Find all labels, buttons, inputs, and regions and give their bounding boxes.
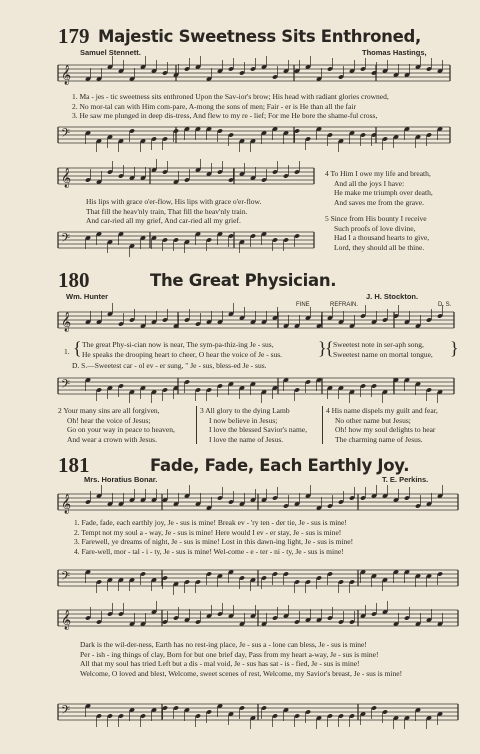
- svg-text:𝄞: 𝄞: [61, 610, 72, 630]
- hymn-author: Samuel Stennett.: [80, 48, 141, 57]
- verse-line: 2 Your many sins are all forgiven,: [58, 406, 160, 415]
- hymn-number: 180: [58, 268, 90, 292]
- verse-line: And all the joys I have:: [334, 178, 405, 188]
- lyric-line: The great Phy-si-cian now is near, The sym-pa-thiz-ing Je - sus,: [82, 340, 274, 349]
- extra-verse: [325, 169, 433, 207]
- verse-line: I love the name of Jesus.: [209, 434, 284, 444]
- svg-text:𝄢: 𝄢: [61, 232, 71, 248]
- verse-line: I now believe in Jesus;: [209, 415, 278, 425]
- lyrics-stanza: [333, 340, 433, 359]
- lyric-line: Dark is the wil-der-ness, Earth has no rest-ing place, Je - sus a - lone can bless, Je - sus is mine!: [80, 640, 367, 649]
- verse-line: Such proofs of love divine,: [334, 223, 416, 233]
- verse-line: No other name but Jesus;: [335, 415, 411, 425]
- verse-line: The charming name of Jesus.: [335, 434, 423, 444]
- lyric-line: 1. Ma - jes - tic sweetness sits enthroned Upon the Sav-ior's brow; His head with radiant glories crowned,: [72, 92, 389, 101]
- extra-verse: [325, 214, 429, 252]
- lyric-line: 2. No mor-tal can with Him com-pare, A-mong the sons of men; Fair - er is He than all the fair: [72, 101, 356, 111]
- svg-text:𝄞: 𝄞: [61, 168, 72, 188]
- lyrics-stanza: [72, 92, 389, 121]
- ds-mark: D. S.: [438, 302, 452, 308]
- lyric-line: Sweetest note in ser-aph song,: [333, 340, 424, 349]
- lyrics-stanza: [74, 518, 353, 556]
- verse-line: He make me triumph over death,: [334, 188, 433, 198]
- verse-line: 4 To Him I owe my life and breath,: [325, 169, 431, 178]
- lyric-line: That fill the heav'nly train, That fill the heav'nly train.: [86, 206, 248, 216]
- lyric-line: 3. Farewell, ye dreams of night, Je - sus is mine! Lost in this dawn-ing light, Je - sus is mine!: [74, 537, 354, 547]
- verse-line: 4 His name dispels my guilt and fear,: [326, 406, 438, 415]
- lyrics-stanza: [86, 197, 261, 226]
- brace: }: [450, 338, 459, 358]
- svg-text:𝄢: 𝄢: [61, 570, 71, 586]
- hymn-number: 181: [58, 453, 90, 477]
- verse-line: I love the blessed Savior's name,: [209, 425, 307, 435]
- hymn-title: Majestic Sweetness Sits Enthroned,: [98, 27, 421, 46]
- fine-mark: FINE: [296, 302, 310, 308]
- hymn-author: Mrs. Horatius Bonar.: [84, 475, 158, 484]
- lyric-line: Welcome, O loved and blest, Welcome, sweet scenes of rest, Welcome, my Savior's breast, Je - sus is mine!: [80, 668, 403, 678]
- brace: {: [325, 338, 334, 358]
- music-staff: [58, 562, 458, 602]
- lyrics-stanza: [80, 640, 402, 678]
- verse-line: And saves me from the grave.: [334, 197, 424, 207]
- svg-text:𝄞: 𝄞: [61, 312, 72, 332]
- lyric-line: Sweetest name on mortal tongue,: [333, 349, 433, 359]
- lyric-line: He speaks the drooping heart to cheer, O hear the voice of Je - sus.: [82, 349, 283, 359]
- verse-number: 1.: [64, 347, 70, 356]
- verse-line: Had I a thousand hearts to give,: [334, 233, 430, 243]
- extra-verse: [326, 406, 438, 444]
- verse-line: Go on your way in peace to heaven,: [67, 425, 175, 435]
- lyric-line: 1. Fade, fade, each earthly joy, Je - sus is mine! Break ev - 'ry ten - der tie, Je - sus is mine!: [74, 518, 347, 527]
- lyric-line: 3. He saw me plunged in deep dis-tress, And flew to my re - lief; For me He bore the shame-ful cross,: [72, 111, 378, 121]
- lyric-line: Per - ish - ing things of clay, Born for but one brief day, Pass from my heart a-way, Je - sus is mine!: [80, 649, 379, 659]
- extra-verse: [58, 406, 175, 444]
- hymn-composer: J. H. Stockton.: [366, 292, 419, 301]
- hymn-author: Wm. Hunter: [66, 292, 109, 301]
- brace: {: [73, 338, 82, 358]
- hymn-number: 179: [58, 24, 90, 48]
- divider: [322, 406, 323, 444]
- brace: }: [318, 338, 327, 358]
- hymn-title: The Great Physician.: [150, 271, 337, 290]
- svg-text:𝄢: 𝄢: [61, 127, 71, 143]
- verse-line: And wear a crown with Jesus.: [67, 434, 157, 444]
- divider: [196, 406, 197, 444]
- hymn-composer: T. E. Perkins.: [382, 475, 429, 484]
- verse-line: Oh! hear the voice of Jesus;: [67, 415, 151, 425]
- hymn-title: Fade, Fade, Each Earthly Joy.: [150, 456, 410, 475]
- svg-text:𝄞: 𝄞: [61, 65, 72, 85]
- verse-line: Oh! how my soul delights to hear: [335, 425, 436, 435]
- lyric-line: His lips with grace o'er-flow, His lips with grace o'er-flow.: [86, 197, 262, 206]
- verse-line: 5 Since from His bounty I receive: [325, 214, 427, 223]
- extra-verse: [200, 406, 307, 444]
- verse-line: 3 All glory to the dying Lamb: [200, 406, 290, 415]
- lyric-line: 4. Fare-well, mor - tal - i - ty, Je - sus is mine! Wel-come - e - ter - ni - ty, Je - sus is mine!: [74, 546, 344, 556]
- lyrics-stanza: [72, 361, 266, 371]
- svg-text:𝄢: 𝄢: [61, 704, 71, 720]
- svg-text:𝄞: 𝄞: [61, 494, 72, 514]
- lyrics-stanza: [82, 340, 282, 359]
- lyric-line: And car-ried all my grief, And car-ried all my grief.: [86, 216, 241, 226]
- svg-text:𝄢: 𝄢: [61, 378, 71, 394]
- verse-line: Lord, they should all be thine.: [334, 242, 425, 252]
- hymn-composer: Thomas Hastings,: [362, 48, 427, 57]
- lyric-line: 2. Tempt not my soul a - way, Je - sus is mine! Here would I ev - er stay, Je - sus is mine!: [74, 527, 342, 537]
- lyric-line: All that my soul has tried Left but a dis - mal void, Je - sus has sat - is - fied, Je - sus is mine!: [80, 659, 360, 669]
- lyric-line: D. S.—Sweetest car - ol ev - er sung, " Je - sus, bless-ed Je - sus.: [72, 361, 267, 370]
- refrain-mark: REFRAIN.: [330, 302, 359, 308]
